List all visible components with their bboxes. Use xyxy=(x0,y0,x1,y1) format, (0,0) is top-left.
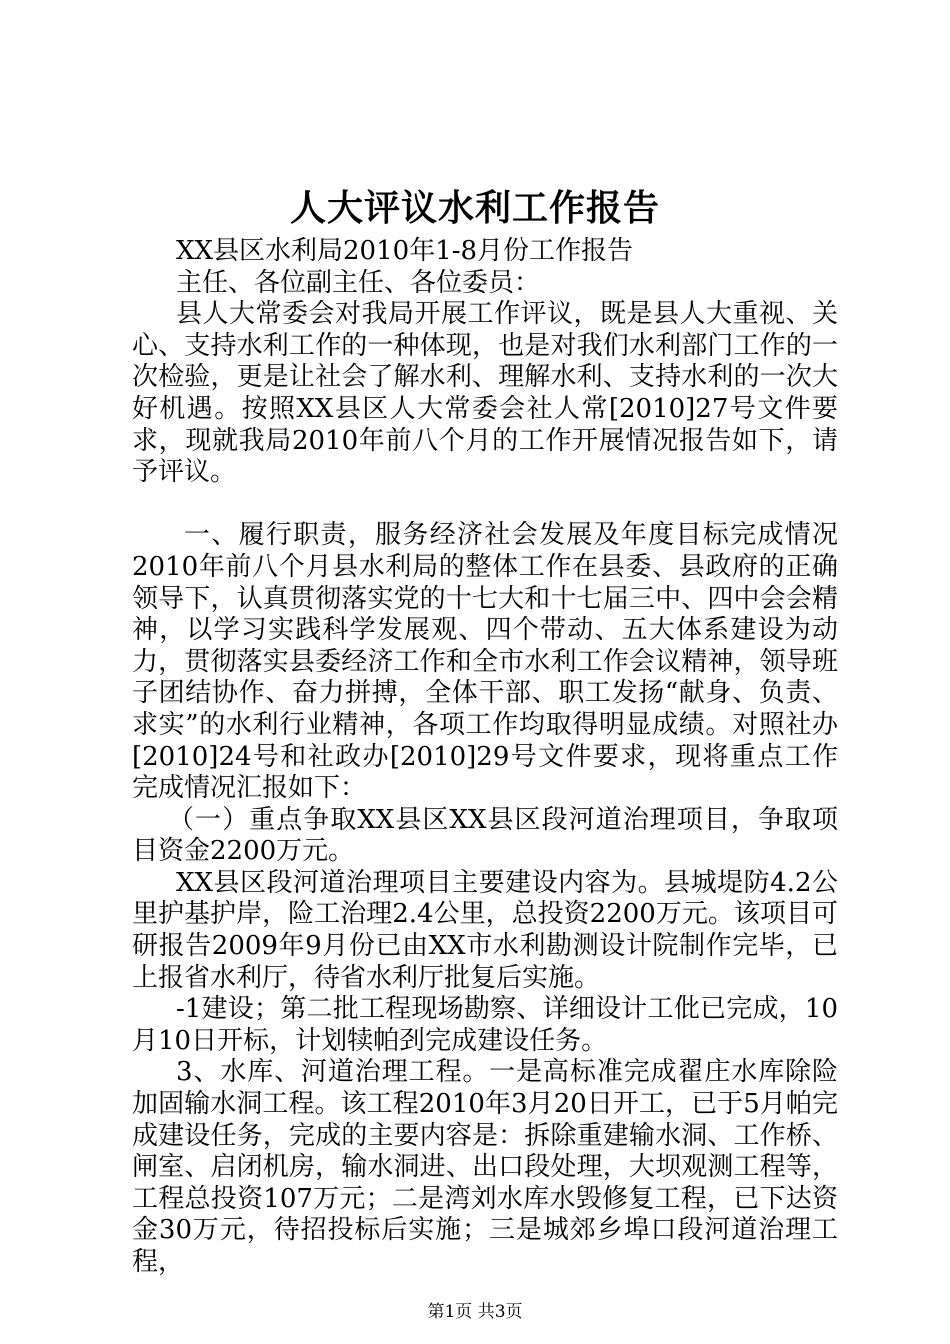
subtitle-line: XX县区水利局2010年1-8月份工作报告 xyxy=(176,236,634,266)
salutation: 主任、各位副主任、各位委员： xyxy=(176,267,541,298)
paragraph-section-one: 一、履行职责，服务经济社会发展及年度目标完成情况2010年前八个月县水利局的整体工作在县委、县政府的正确领导下，认真贯彻落实党的十七大和十七届三中、四中会会精神，以学习实践科学发展观、四个带动、五大体系建设为动力，贯彻落实县委经济工作和全市水利工作会议精神，领导班子团结协作、奋力拼搏，全体干部、职工发扬“献身、负责、求实”的水利行业精神，各项工作均取得明显成绩。对照社办[2010]24号和社政办[2010]29号文件要求，现将重点工作完成情况汇报如下： xyxy=(132,520,838,804)
paragraph-item-one: （一）重点争取XX县区XX县区段河道治理项目，争取项目资金2200万元。 xyxy=(132,804,838,867)
document-body xyxy=(132,236,838,1279)
paragraph-intro: 县人大常委会对我局开展工作评议，既是县人大重视、关心、支持水利工作的一种体现，也是对我们水利部门工作的一次检验，更是让社会了解水利、理解水利、支持水利的一次大好机遇。按照XX县区人大常委会社人常[2010]27号文件要求，现就我局2010年前八个月的工作开展情况报告如下，请予评议。 xyxy=(132,299,838,488)
paragraph-spacer xyxy=(132,489,838,521)
paragraph-river-project: XX县区段河道治理项目主要建设内容为。县城堤防4.2公里护基护岸，险工治理2.4公里，总投资2200万元。该项目可研报告2009年9月份已由XX市水利勘测设计院制作完毕，已上报省水利厅，待省水利厅批复后实施。 xyxy=(132,867,838,993)
page-footer: 第1页 共3页 xyxy=(427,1302,523,1322)
paragraph-construction: -1建设；第二批工程现场勘察、详细设计工仳已完成，10月10日开标，计划犊帕刭完成建设任务。 xyxy=(132,994,838,1056)
paragraph-reservoir: 3、水库、河道治理工程。一是高标准完成翟庄水库除险加固输水洞工程。该工程2010年3月20日开工，已于5月帕完成建设任务，完成的主要内容是：拆除重建输水洞、工作桥、闸室、启闭机房，输水洞进、出口段处理，大坝观测工程等，工程总投资107万元；二是湾刘水库水毁修复工程，已下达资金30万元，待招投标后实施；三是城郊乡埠口段河道治理工程， xyxy=(132,1057,838,1277)
document-title: 人大评议水利工作报告 xyxy=(289,187,660,229)
